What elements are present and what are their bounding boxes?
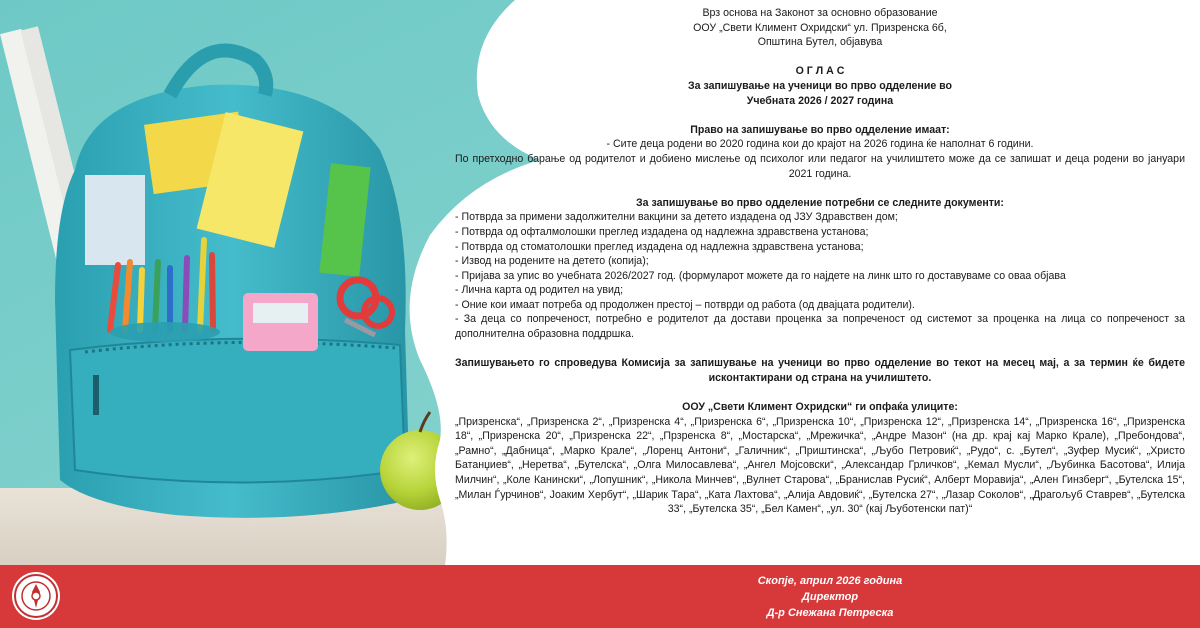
place-date: Скопје, април 2026 година bbox=[757, 575, 903, 587]
announcement-text bbox=[455, 6, 1185, 562]
document-item: - За деца со попреченост, потребно е родителот да достави проценка за попреченост од системот за проценка на лица со попреченост за дополнителна образовна поддршка. bbox=[455, 313, 1185, 341]
signature-name: Д-р Снежана Петреска bbox=[766, 607, 894, 619]
document-item: - Потврда за примени задолжителни вакцини за детето издадена од ЈЗУ Здравствен дом; bbox=[455, 211, 898, 224]
signature-role: Директор bbox=[801, 591, 859, 603]
documents-title: За запишување во прво одделение потребни се следните документи: bbox=[636, 196, 1004, 209]
rights-line-1: - Сите деца родени во 2020 година кои до крајот на 2026 година ќе наполнат 6 години. bbox=[606, 138, 1034, 151]
rights-title: Право на запишување во прво одделение имаат: bbox=[690, 123, 950, 136]
document-item: - Оние кои имаат потреба од продолжен престој – потврди од работа (од двајцата родители). bbox=[455, 298, 915, 311]
document-item: - Лична карта од родител на увид; bbox=[455, 284, 624, 297]
streets-list: „Призренска“, „Призренска 2“, „Призренска 4“, „Призренска 6“, „Призренска 10“, „Призренска 12“, „Призренска 14“, „Призренска 16“, „Призренска 18“, „Призренска 20“, „Призренска 22“, „Прзренска 8“, „Мостарска“, „Мрежичка“, „Андре Мазон“ (на др. крај кај Марко Крале), „Пребондова“, „Рамно“, „Дабница“, „Марко Крале“, „Лоренц Антони“, „Галичник“, „Приштинска“, „Љубо Петровиќ“, „Рудо“, с. „Бутел“, „Зуфер Мусиќ“, „Христо Батанџиев“, „Неретва“, „Бутелска“, „Олга Милосавлева“, „Ангел Мојсовски“, „Александар Грличков“, „Кемал Мусли“, „Љубинка Басотова“, Илија Милчин“, „Коле Канински“, „Лопушник“, „Никола Минчев“, „Вулнет Старова“, „Бранислав Русиќ“, Алберт Моравија“, „Ален Гинзберг“, „Бутелска 15“, „Милан Ѓурчинов“, Јоаким Хербут“, „Шарик Тара“, „Ката Лахтова“, „Алија Авдовиќ“, „Бутелска 27“, „Лазар Соколов“, „Драгољуб Ставрев“, „Бутелска 33“, „Бутелска 35“, „Бел Камен“, „ул. 30“ (кај Љуботенски пат)“ bbox=[455, 415, 1185, 516]
footer-band bbox=[0, 565, 1200, 628]
document-item: - Извод на родените на детето (копија); bbox=[455, 255, 649, 268]
notice-subheading-1: За запишување на ученици во прво одделение во bbox=[687, 79, 953, 92]
commission-text: Запишувањето го спроведува Комисија за запишување на ученици во прво одделение во текот на месец мај, а за термин ќе бидете исконтактирани од страна на училиштето. bbox=[455, 357, 1185, 384]
document-item: - Потврда од стоматолошки преглед издадена од надлежна здравствена установа; bbox=[455, 240, 864, 253]
document-item: - Пријава за упис во учебната 2026/2027 год. (формуларот можете да го најдете на линк што го доставуваме со оваа објава bbox=[455, 269, 1066, 282]
school-seal-icon bbox=[10, 570, 62, 622]
rights-line-2: По претходно барање од родителот и добиено мислење од психолог или педагог на училиштето може да се запишат и деца родени во јануари 2021 година. bbox=[455, 152, 1185, 180]
intro-line-1: Врз основа на Законот за основно образование bbox=[702, 7, 938, 19]
streets-title: ООУ „Свети Климент Охридски“ ги опфаќа улиците: bbox=[682, 401, 958, 414]
intro-line-3: Општина Бутел, објавува bbox=[757, 36, 883, 49]
document-item: - Потврда од офталмолошки преглед издадена од надлежна здравствена установа; bbox=[455, 225, 869, 238]
intro-line-2: ООУ „Свети Климент Охридски“ ул. Призренска 6б, bbox=[693, 21, 947, 34]
signature-block bbox=[700, 573, 960, 621]
notice-heading: О Г Л А С bbox=[795, 65, 845, 78]
notice-subheading-2: Учебната 2026 / 2027 година bbox=[746, 94, 894, 107]
